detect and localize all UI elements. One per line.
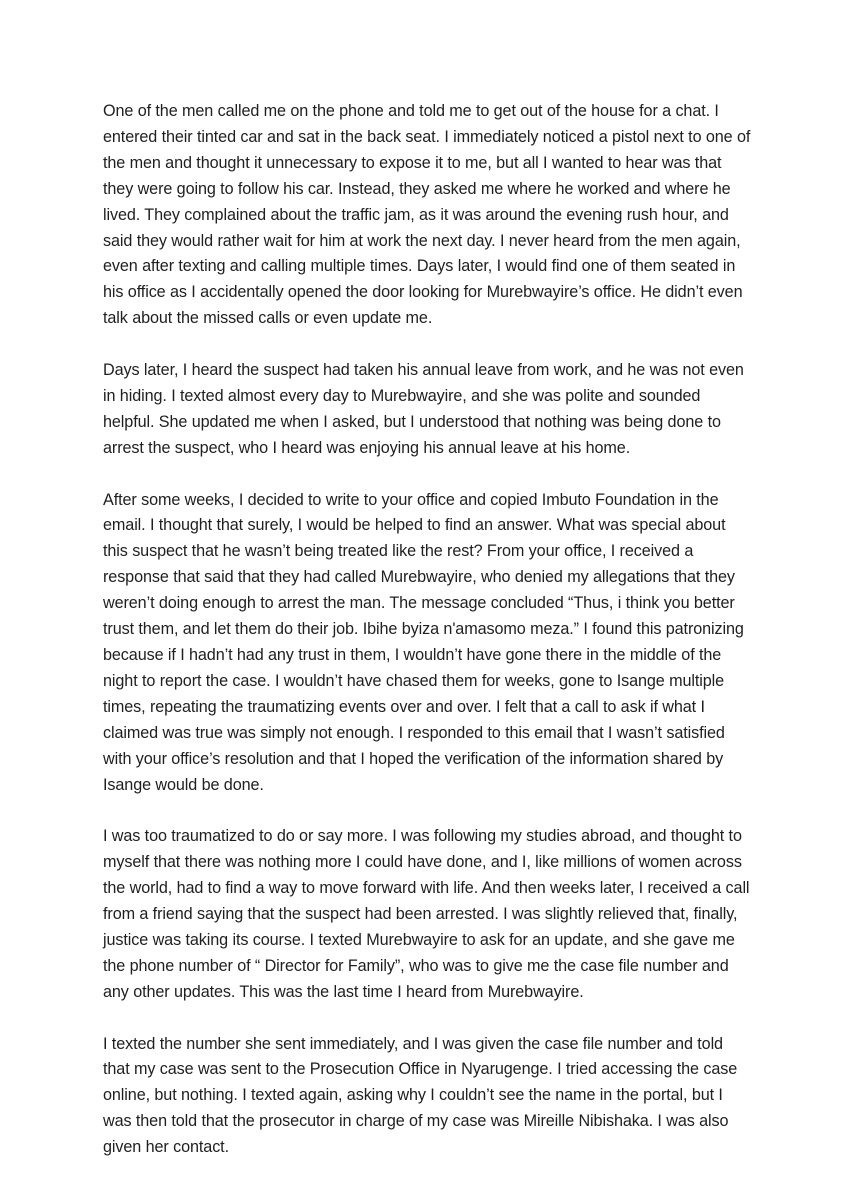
paragraph-annual-leave: Days later, I heard the suspect had taken his annual leave from work, and he was not even in hiding. I texted almost every day to Murebwayire, and she was polite and sounded helpful. She updated me when I asked, but I understood that nothing was being done to arrest the suspect, who I heard was enjoying his annual leave at his home. <box>103 361 744 457</box>
paragraph-email-to-office: After some weeks, I decided to write to your office and copied Imbuto Foundation in the email. I thought that surely, I would be helped to find an answer. What was special about this suspect that he wasn’t being treated like the rest? From your office, I received a response that said that they had called Murebwayire, who denied my allegations that they weren’t doing enough to arrest the man. The message concluded “Thus, i think you better trust them, and let them do their job. Ibihe byiza n'amasomo meza.” I found this patronizing because if I hadn’t had any trust in them, I wouldn’t have gone there in the middle of the night to report the case. I wouldn’t have chased them for weeks, gone to Isange multiple times, repeating the traumatizing events over and over. I felt that a call to ask if what I claimed was true was simply not enough. I responded to this email that I wasn’t satisfied with your office’s resolution and that I hoped the verification of the information shared by Isange would be done. <box>103 490 744 794</box>
document-body <box>103 99 753 1161</box>
paragraph-suspect-arrested: I was too traumatized to do or say more. I was following my studies abroad, and thought to myself that there was nothing more I could have done, and I, like millions of women across the world, had to find a way to move forward with life. And then weeks later, I received a call from a friend saying that the suspect had been arrested. I was slightly relieved that, finally, justice was taking its course. I texted Murebwayire to ask for an update, and she gave me the phone number of “ Director for Family”, who was to give me the case file number and any other updates. This was the last time I heard from Murebwayire. <box>103 827 750 1001</box>
paragraph-prosecution-office: I texted the number she sent immediately, and I was given the case file number and told that my case was sent to the Prosecution Office in Nyarugenge. I tried accessing the case online, but nothing. I texted again, asking why I couldn’t see the name in the portal, but I was then told that the prosecutor in charge of my case was Mireille Nibishaka. I was also given her contact. <box>103 1034 738 1157</box>
paragraph-rescue-attempt: One of the men called me on the phone and told me to get out of the house for a chat. I entered their tinted car and sat in the back seat. I immediately noticed a pistol next to one of the men and thought it unnecessary to expose it to me, but all I wanted to hear was that they were going to follow his car. Instead, they asked me where he worked and where he lived. They complained about the traffic jam, as it was around the evening rush hour, and said they would rather wait for him at work the next day. I never heard from the men again, even after texting and calling multiple times. Days later, I would find one of them seated in his office as I accidentally opened the door looking for Murebwayire’s office. He didn’t even talk about the missed calls or even update me. <box>103 102 751 328</box>
